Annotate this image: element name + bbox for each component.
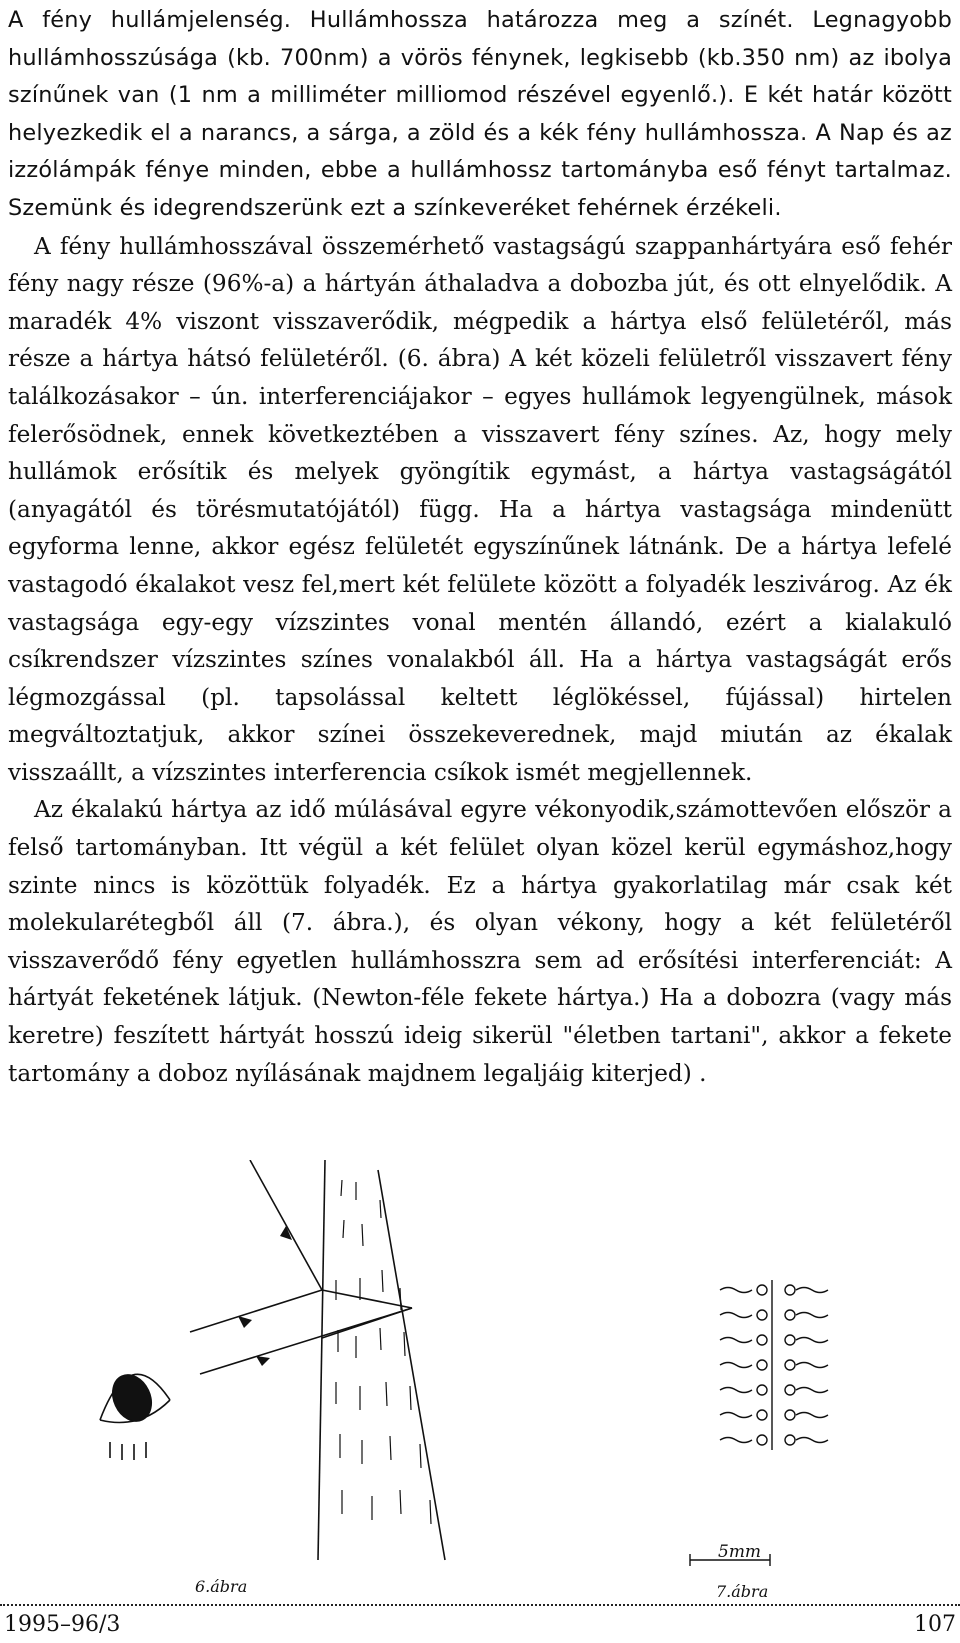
issue-number: 1995–96/3	[4, 1612, 121, 1637]
figure-6-caption: 6.ábra	[195, 1577, 248, 1596]
figure-7-scale-label: 5mm	[718, 1542, 762, 1562]
paragraph-soap-film: A fény hullámhosszával összemérhető vastagságú szappanhártyára eső fehér fény nagy része (96%-a) a hártyán áthaladva a dobozba jút, és ott elnyelődik. A maradék 4% viszont visszaverődik, mégpedik a hártya első felületéről, más része a hártya hátsó felületéről. (6. ábra) A két közeli felületről visszavert fény találkozásakor – ún. interferenciájakor – egyes hullámok legyengülnek, mások felerősödnek, ennek következtében a visszavert fény színes. Az, hogy mely hullámok erősítik és melyek gyöngítik egymást, a hártya vastagságától (anyagától és törésmutatójától) függ. Ha a hártya vastagsága mindenütt egyforma lenne, akkor egész felületét egyszínűnek látnánk. De a hártya lefelé vastagodó ékalakot vesz fel,mert két felülete között a folyadék leszivárog. Az ék vastagsága egy-egy vízszintes vonal mentén állandó, ezért a kialakuló csíkrendszer vízszintes színes vonalakból áll. Ha a hártya vastagságát erős légmozgással (pl. tapsolással keltett léglökéssel, fújással) hirtelen megváltoztatjuk, akkor színei összekeverednek, majd miután az ékalak visszaállt, a vízszintes interferencia csíkok ismét megjellennek.	[8, 232, 952, 786]
molecule-icon	[720, 1285, 828, 1445]
article-body	[8, 2, 952, 1092]
figure-7-caption: 7.ábra	[716, 1582, 769, 1601]
paragraph-light-wave: A fény hullámjelenség. Hullámhossza határozza meg a színét. Legnagyobb hullámhosszúsága (kb. 700nm) a vörös fénynek, legkisebb (kb.350 nm) az ibolya színűnek van (1 nm a milliméter milliomod részével egyenlő.). E két határ között helyezkedik el a narancs, a sárga, a zöld és a kék fény hullámhossza. A Nap és az izzólámpák fénye minden, ebbe a hullámhossz tartományba eső fényt tartalmaz. Szemünk és idegrendszerünk ezt a színkeveréket fehérnek érzékeli.	[8, 7, 952, 221]
reflected-ray-front	[190, 1290, 322, 1332]
light-ray-arrow-icon	[238, 1226, 292, 1366]
figure-7-diagram	[650, 1260, 910, 1600]
incident-ray	[250, 1160, 322, 1290]
film-front-surface	[318, 1160, 325, 1560]
figure-6-diagram	[60, 1160, 480, 1600]
film-back-surface	[378, 1170, 445, 1560]
eye-icon	[100, 1369, 170, 1460]
film-liquid-dashes	[336, 1180, 431, 1524]
footer-divider	[0, 1604, 960, 1606]
paragraph-black-film: Az ékalakú hártya az idő múlásával egyre vékonyodik,számottevően először a felső tartományban. Itt végül a két felület olyan közel kerül egymáshoz,hogy szinte nincs is közöttük folyadék. Ez a hártya gyakorlatilag már csak két molekularétegből áll (7. ábra.), és olyan vékony, hogy a két felületéről visszaverődő fény egyetlen hullámhosszra sem ad erősítési interferenciát: A hártyát feketének látjuk. (Newton-féle fekete hártya.) Ha a dobozra (vagy más keretre) feszített hártyát hosszú ideig sikerül "életben tartani", akkor a fekete tartomány a doboz nyílásának majdnem legaljáig kiterjed) .	[8, 796, 952, 1087]
internal-return-ray	[322, 1308, 412, 1338]
page-number: 107	[914, 1612, 956, 1637]
